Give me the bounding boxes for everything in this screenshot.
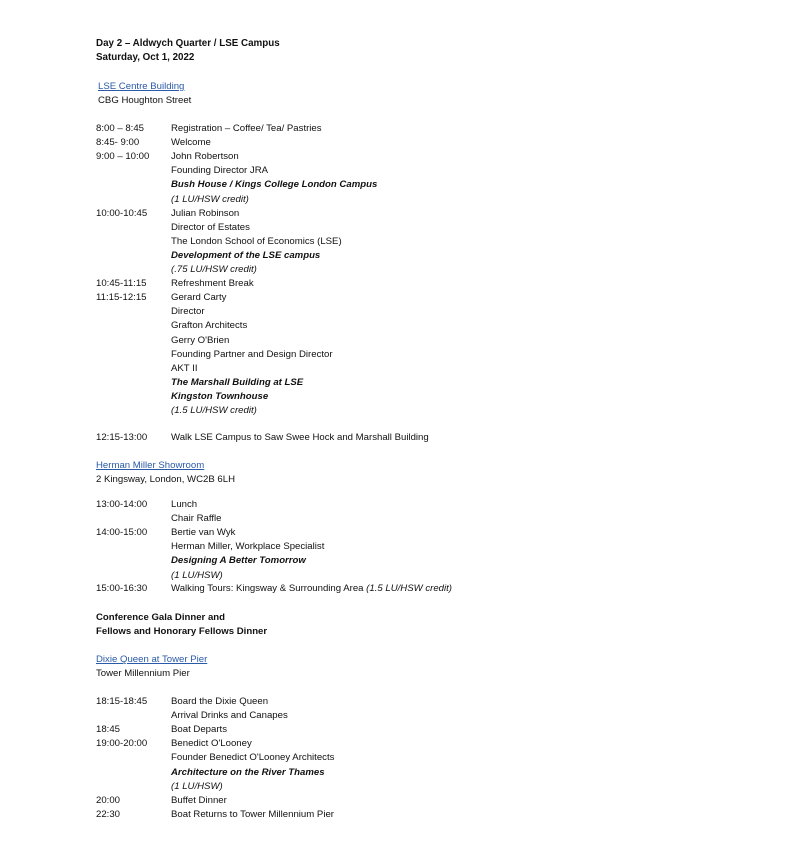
venue-address-lse: CBG Houghton Street [98,95,192,106]
date-heading: Saturday, Oct 1, 2022 [96,52,195,63]
row-text: Development of the LSE campus [171,249,321,261]
tour-text: Walking Tours: Kingsway & Surrounding Area [171,583,367,594]
row-text: Director [171,306,205,318]
row-text: (.75 LU/HSW credit) [171,264,257,275]
row-time: 11:15-12:15 [96,292,147,304]
tour-credit: (1.5 LU/HSW credit) [366,583,453,594]
row-text: Benedict O'Looney [171,738,252,750]
row-text: Lunch [171,499,198,510]
row-text: Herman Miller, Workplace Specialist [171,541,325,553]
row-text: Bertie van Wyk [171,527,236,539]
row-time: 12:15-13:00 [96,432,148,443]
row-text: Grafton Architects [171,320,248,332]
venue-link-dixie-queen[interactable]: Dixie Queen at Tower Pier [96,654,208,665]
row-text: Boat Returns to Tower Millennium Pier [171,808,334,820]
row-text: (1 LU/HSW credit) [171,193,249,205]
row-text: AKT II [171,362,198,374]
row-time: 18:15-18:45 [96,696,148,707]
row-text: (1.5 LU/HSW credit) [171,405,257,416]
row-text: Arrival Drinks and Canapes [171,710,288,722]
row-text: Boat Departs [171,724,227,736]
row-text: The Marshall Building at LSE [171,376,304,388]
row-text: Refreshment Break [171,278,254,290]
row-time: 18:45 [96,724,121,736]
row-text: Gerard Carty [171,292,227,304]
venue-address-herman-miller: 2 Kingsway, London, WC2B 6LH [96,474,236,485]
row-time: 22:30 [96,808,121,820]
row-text: John Robertson [171,151,239,163]
row-text: Founding Director JRA [171,165,269,177]
row-text: Board the Dixie Queen [171,696,269,707]
row-text: Director of Estates [171,221,250,233]
row-text: Julian Robinson [171,207,240,219]
row-text: Registration – Coffee/ Tea/ Pastries [171,123,322,134]
gala-heading-1: Conference Gala Dinner and [96,612,226,623]
day-title: Day 2 – Aldwych Quarter / LSE Campus [96,38,280,49]
row-text: Kingston Townhouse [171,390,269,402]
row-text: Bush House / Kings College London Campus [171,179,378,191]
row-text [171,582,452,596]
row-text: Chair Raffle [171,513,222,525]
row-text: Gerry O'Brien [171,334,230,346]
row-text: Walk LSE Campus to Saw Swee Hock and Marshall Building [171,432,429,443]
row-text: Buffet Dinner [171,794,227,806]
row-text: The London School of Economics (LSE) [171,235,342,247]
row-time: 8:00 – 8:45 [96,123,145,134]
row-text: (1 LU/HSW) [171,569,223,581]
row-time: 10:45-11:15 [96,278,147,290]
venue-link-herman-miller[interactable]: Herman Miller Showroom [96,460,205,471]
venue-link-lse[interactable]: LSE Centre Building [98,81,185,92]
row-text: Designing A Better Tomorrow [171,555,306,567]
row-time: 8:45- 9:00 [96,137,140,149]
row-text: Founding Partner and Design Director [171,348,333,360]
row-text: Architecture on the River Thames [171,766,325,778]
row-time: 9:00 – 10:00 [96,151,150,163]
row-time: 19:00-20:00 [96,738,148,750]
venue-address-dixie-queen: Tower Millennium Pier [96,668,190,679]
row-time: 14:00-15:00 [96,527,148,539]
row-time: 15:00-16:30 [96,583,148,594]
row-time: 13:00-14:00 [96,499,148,510]
gala-heading-2: Fellows and Honorary Fellows Dinner [96,626,268,637]
row-text: Founder Benedict O'Looney Architects [171,752,335,764]
row-text: Welcome [171,137,211,149]
row-time: 20:00 [96,794,121,806]
row-time: 10:00-10:45 [96,207,148,219]
row-text: (1 LU/HSW) [171,780,223,792]
